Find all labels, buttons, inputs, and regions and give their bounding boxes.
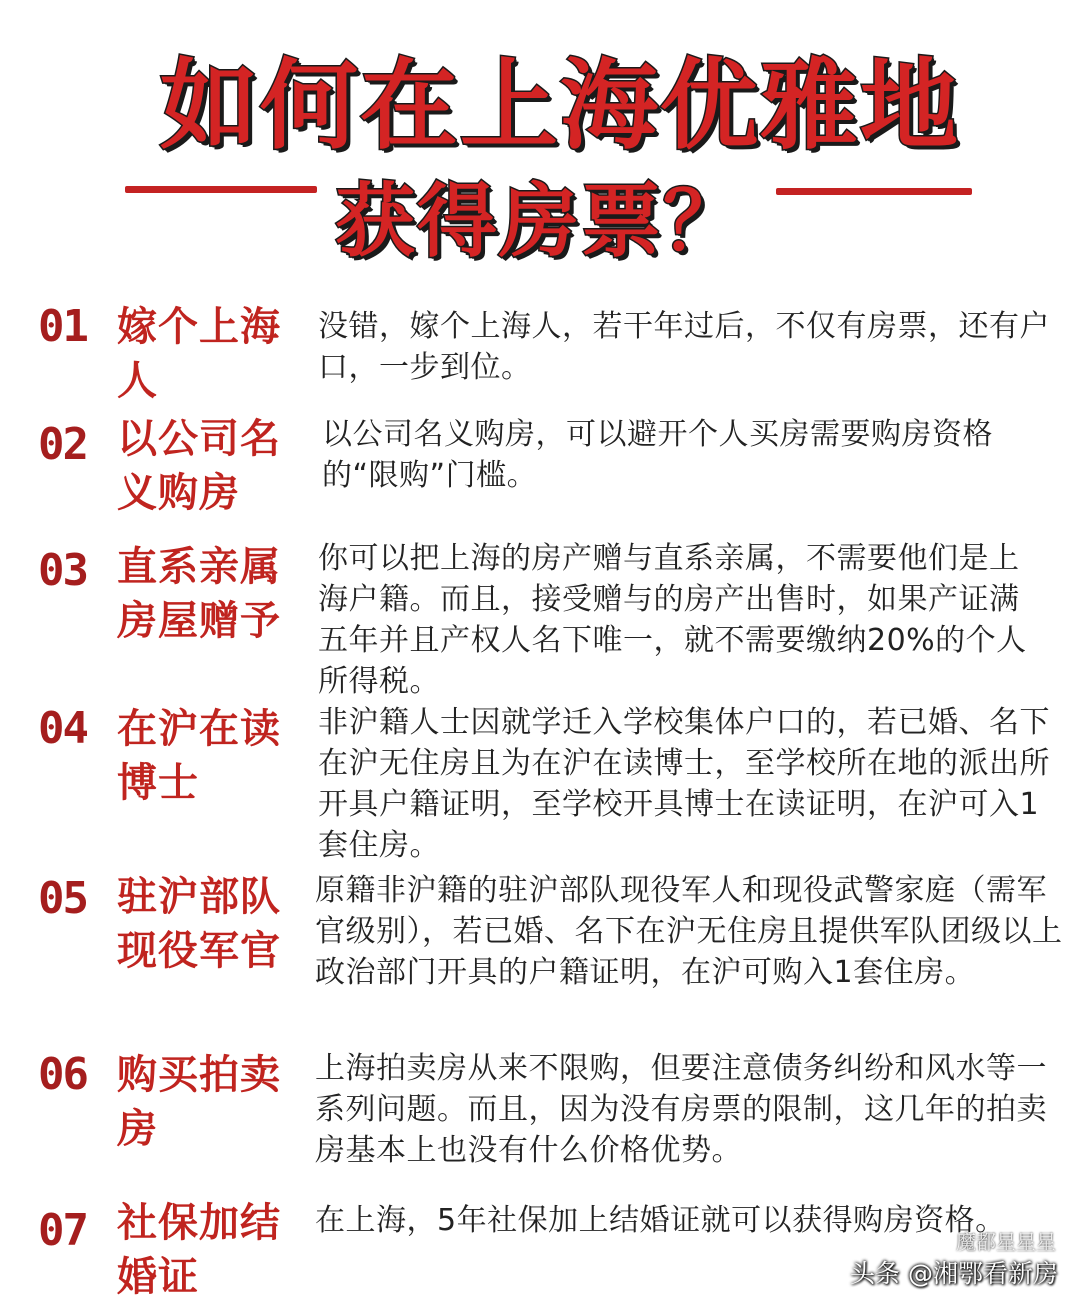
item-number: 02 [38, 419, 87, 470]
item-description: 原籍非沪籍的驻沪部队现役军人和现役武警家庭（需军官级别），若已婚、名下在沪无住房且提供军队团级以上政治部门开具的户籍证明，在沪可购入1套住房。 [315, 873, 1063, 990]
wechat-icon [822, 1263, 844, 1285]
watermark [822, 1259, 1058, 1289]
item-number: 04 [38, 703, 87, 754]
item-description: 你可以把上海的房产赠与直系亲属，不需要他们是上海户籍。而且，接受赠与的房产出售时，如果产证满五年并且产权人名下唯一，就不需要缴纳20%的个人所得税。 [318, 541, 1027, 699]
item-heading: 嫁个上海人 [117, 304, 281, 404]
item-number: 05 [38, 873, 87, 924]
item-description: 非沪籍人士因就学迁入学校集体户口的，若已婚、名下在沪无住房且为在沪在读博士，至学校所在地的派出所开具户籍证明，至学校开具博士在读证明，在沪可入1套住房。 [318, 705, 1050, 863]
item-heading: 购买拍卖房 [117, 1052, 281, 1152]
item-number: 06 [38, 1049, 87, 1100]
title-line-1: 如何在上海优雅地 [159, 49, 960, 163]
item-number: 03 [38, 545, 87, 596]
item-heading: 驻沪部队现役军官 [117, 874, 281, 974]
watermark-faint: 魔都星星星 [956, 1230, 1056, 1254]
item-heading: 社保加结婚证 [117, 1200, 281, 1300]
item-description: 以公司名义购房，可以避开个人买房需要购房资格的“限购”门槛。 [322, 417, 993, 493]
title-line-2: 获得房票？ [335, 175, 745, 268]
item-heading: 以公司名义购房 [117, 416, 281, 516]
item-description: 没错，嫁个上海人，若干年过后，不仅有房票，还有户口，一步到位。 [318, 309, 1050, 385]
item-heading: 直系亲属房屋赠予 [117, 544, 281, 644]
item-number: 01 [38, 301, 87, 352]
watermark-text: 头条 @湘鄂看新房 [850, 1259, 1058, 1288]
item-description: 在上海，5年社保加上结婚证就可以获得购房资格。 [315, 1203, 1006, 1238]
item-description: 上海拍卖房从来不限购，但要注意债务纠纷和风水等一系列问题。而且，因为没有房票的限制，这几年的拍卖房基本上也没有什么价格优势。 [315, 1051, 1047, 1168]
item-heading: 在沪在读博士 [117, 706, 281, 806]
item-number: 07 [38, 1205, 87, 1256]
